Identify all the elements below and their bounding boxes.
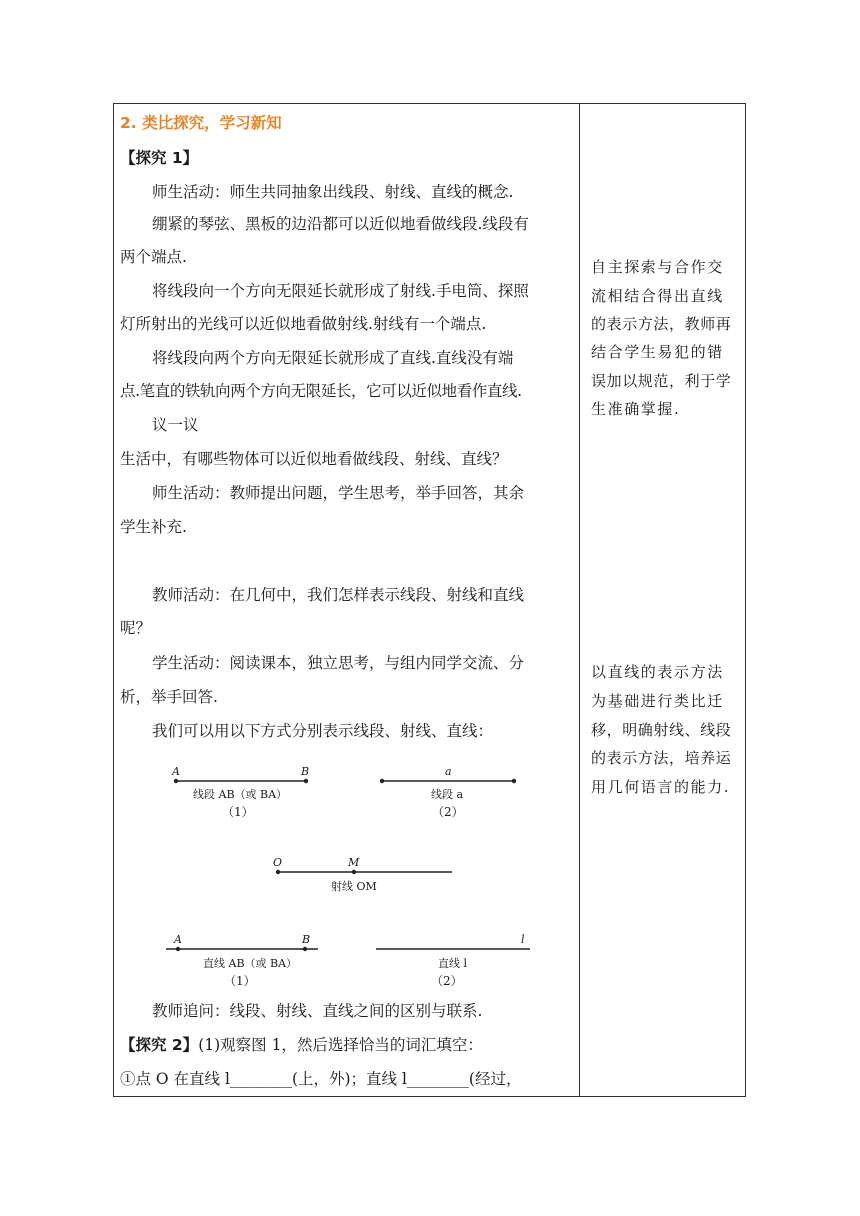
caption-ray-om: 射线 OM (331, 880, 377, 893)
label-b: B (301, 765, 310, 778)
paragraph: ①点 O 在直线 l________(上，外)；直线 l________(经过， (120, 1070, 522, 1088)
note-line: 用几何语言的能力. (591, 778, 731, 796)
paragraph: 学生补充. (120, 518, 187, 536)
caption-segment-a: 线段 a (431, 788, 464, 801)
note-line: 自主探索与合作交 (591, 258, 724, 276)
paragraph: 师生活动：师生共同抽象出线段、射线、直线的概念. (152, 183, 514, 201)
paragraph: 教师追问：线段、射线、直线之间的区别与联系. (152, 1002, 483, 1020)
label-a-lower: a (445, 765, 452, 778)
caption-line-ab: 直线 AB（或 BA） (203, 957, 298, 970)
paragraph: 将线段向一个方向无限延长就形成了射线.手电筒、探照 (152, 282, 529, 300)
note-line: 以直线的表示方法 (591, 663, 724, 681)
paragraph: 析，举手回答. (120, 688, 218, 706)
paragraph: 将线段向两个方向无限延长就形成了直线.直线没有端 (152, 349, 514, 367)
line-label-b: B (302, 933, 311, 946)
note-line: 生准确掌握. (591, 400, 681, 418)
paragraph: 两个端点. (120, 248, 187, 266)
paragraph: 议一议 (152, 416, 199, 434)
paragraph: 呢？ (120, 619, 152, 637)
segment-a-end-right (512, 779, 516, 783)
caption-segment-ab: 线段 AB（或 BA） (193, 788, 288, 801)
explore-2-instruction: (1)观察图 1，然后选择恰当的词汇填空： (198, 1036, 483, 1054)
caption-line-l: 直线 l (438, 957, 468, 970)
line-label-a: A (174, 933, 182, 946)
paragraph: 生活中，有哪些物体可以近似地看做线段、射线、直线？ (120, 450, 508, 468)
point-o (276, 870, 280, 874)
note-line: 流相结合得出直线 (591, 287, 724, 305)
label-l: l (521, 933, 525, 946)
line-point-a (176, 947, 180, 951)
paragraph: 我们可以用以下方式分别表示线段、射线、直线： (152, 722, 494, 740)
paragraph: 点.笔直的铁轨向两个方向无限延长，它可以近似地看作直线. (120, 382, 522, 400)
figure-number: （2） (431, 974, 463, 988)
segment-a-end-left (380, 779, 384, 783)
label-o: O (273, 856, 283, 869)
note-line: 为基础进行类比迁 (591, 692, 724, 710)
label-m: M (348, 856, 360, 869)
note-line: 的表示方法，培养运 (591, 749, 732, 767)
paragraph: 绷紧的琴弦、黑板的边沿都可以近似地看做线段.线段有 (152, 215, 529, 233)
section-heading: 2. 类比探究，学习新知 (120, 114, 282, 132)
paragraph: 教师活动：在几何中，我们怎样表示线段、射线和直线 (152, 586, 525, 604)
point-m (352, 870, 356, 874)
paragraph: 学生活动：阅读课本，独立思考，与组内同学交流、分 (152, 654, 525, 672)
note-line: 误加以规范，利于学 (591, 372, 732, 390)
point-a (174, 779, 178, 783)
note-line: 结合学生易犯的错 (591, 343, 724, 361)
line-point-b (303, 947, 307, 951)
note-line: 移，明确射线、线段 (591, 721, 732, 739)
paragraph: 灯所射出的光线可以近似地看做射线.射线有一个端点. (120, 315, 487, 333)
figure-number: （2） (432, 805, 464, 819)
figure-number: （1） (224, 974, 256, 988)
label-a: A (172, 765, 180, 778)
paragraph: 师生活动：教师提出问题，学生思考，举手回答，其余 (152, 484, 525, 502)
explore-1-label: 【探究 1】 (120, 149, 199, 167)
note-line: 的表示方法，教师再 (591, 315, 732, 333)
figure-number: （1） (222, 805, 254, 819)
explore-2-label: 【探究 2】 (120, 1036, 199, 1054)
point-b (304, 779, 308, 783)
